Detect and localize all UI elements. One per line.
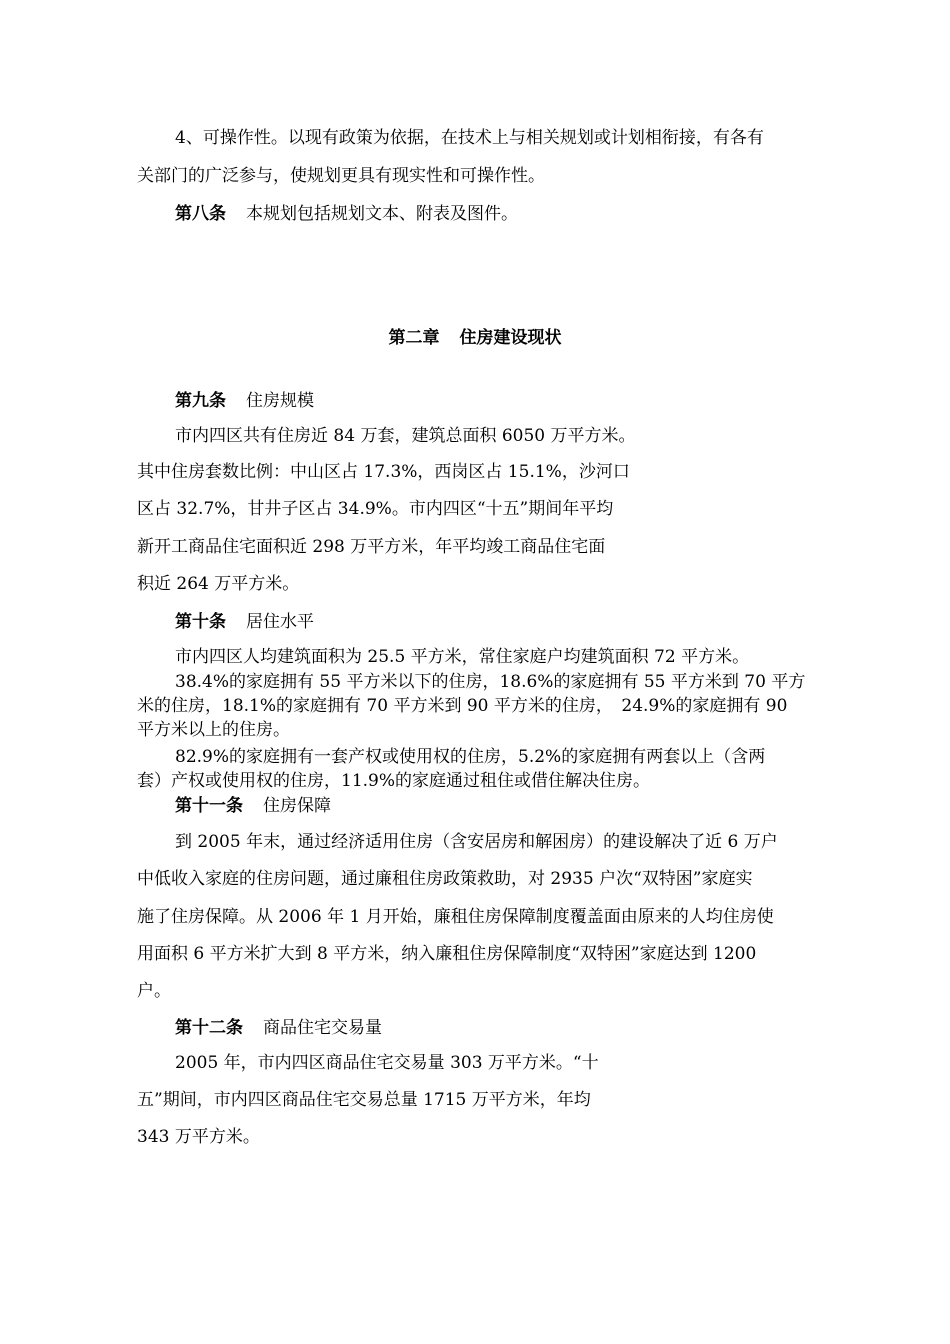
article-9-line-4: 新开工商品住宅面积近 298 万平方米，年平均竣工商品住宅面 [137, 537, 606, 557]
article-10-title: 居住水平 [246, 612, 314, 632]
article-12-label: 第十二条 [175, 1018, 243, 1038]
article-10-line-2: 38.4%的家庭拥有 55 平方米以下的住房，18.6%的家庭拥有 55 平方米到 70 平方 [175, 672, 806, 692]
article-11-title: 住房保障 [263, 796, 331, 816]
article-9-heading [175, 389, 314, 413]
article-11-line-2: 中低收入家庭的住房问题，通过廉租住房政策救助，对 2935 户次“双特困”家庭实 [137, 869, 753, 889]
article-11-line-3: 施了住房保障。从 2006 年 1 月开始，廉租住房保障制度覆盖面由原来的人均住房使 [137, 907, 774, 927]
article-9-line-3: 区占 32.7%，甘井子区占 34.9%。市内四区“十五”期间年平均 [137, 499, 614, 519]
article-11-label: 第十一条 [175, 796, 243, 816]
article-10-line-1: 市内四区人均建筑面积为 25.5 平方米，常住家庭户均建筑面积 72 平方米。 [175, 647, 750, 667]
article-9-line-1: 市内四区共有住房近 84 万套，建筑总面积 6050 万平方米。 [175, 426, 636, 446]
article-11-line-5: 户。 [137, 981, 171, 1001]
article-12-title: 商品住宅交易量 [263, 1018, 382, 1038]
article-9-title: 住房规模 [246, 391, 314, 411]
article-11-heading [175, 794, 331, 818]
article-10-line-5: 82.9%的家庭拥有一套产权或使用权的住房，5.2%的家庭拥有两套以上（含两 [175, 747, 766, 767]
article-10-line-3: 米的住房，18.1%的家庭拥有 70 平方米到 90 平方米的住房， 24.9%的家庭拥有 90 [137, 696, 788, 716]
chapter-2-label: 第二章 [388, 328, 440, 348]
chapter-2-title: 住房建设现状 [459, 328, 562, 348]
article-12-heading [175, 1016, 382, 1040]
article-12-line-3: 343 万平方米。 [137, 1127, 260, 1147]
article-10-label: 第十条 [175, 612, 226, 632]
article-9-line-2: 其中住房套数比例：中山区占 17.3%，西岗区占 15.1%，沙河口 [137, 462, 630, 482]
article-11-line-4: 用面积 6 平方米扩大到 8 平方米，纳入廉租住房保障制度“双特困”家庭达到 1200 [137, 944, 757, 964]
article-9-label: 第九条 [175, 391, 226, 411]
operability-line-2: 关部门的广泛参与，使规划更具有现实性和可操作性。 [137, 166, 545, 186]
article-9-line-5: 积近 264 万平方米。 [137, 574, 300, 594]
article-8 [175, 202, 518, 226]
article-12-line-1: 2005 年，市内四区商品住宅交易量 303 万平方米。“十 [175, 1053, 599, 1073]
article-8-text: 本规划包括规划文本、附表及图件。 [246, 204, 518, 224]
article-10-line-6: 套）产权或使用权的住房，11.9%的家庭通过租住或借住解决住房。 [137, 771, 651, 791]
article-11-line-1: 到 2005 年末，通过经济适用住房（含安居房和解困房）的建设解决了近 6 万户 [175, 832, 778, 852]
article-10-line-4: 平方米以上的住房。 [137, 720, 290, 740]
operability-line-1: 4、可操作性。以现有政策为依据，在技术上与相关规划或计划相衔接，有各有 [175, 128, 764, 148]
article-8-label: 第八条 [175, 204, 226, 224]
article-10-heading [175, 610, 314, 634]
article-12-line-2: 五”期间，市内四区商品住宅交易总量 1715 万平方米，年均 [137, 1090, 591, 1110]
chapter-2-heading [0, 326, 950, 350]
